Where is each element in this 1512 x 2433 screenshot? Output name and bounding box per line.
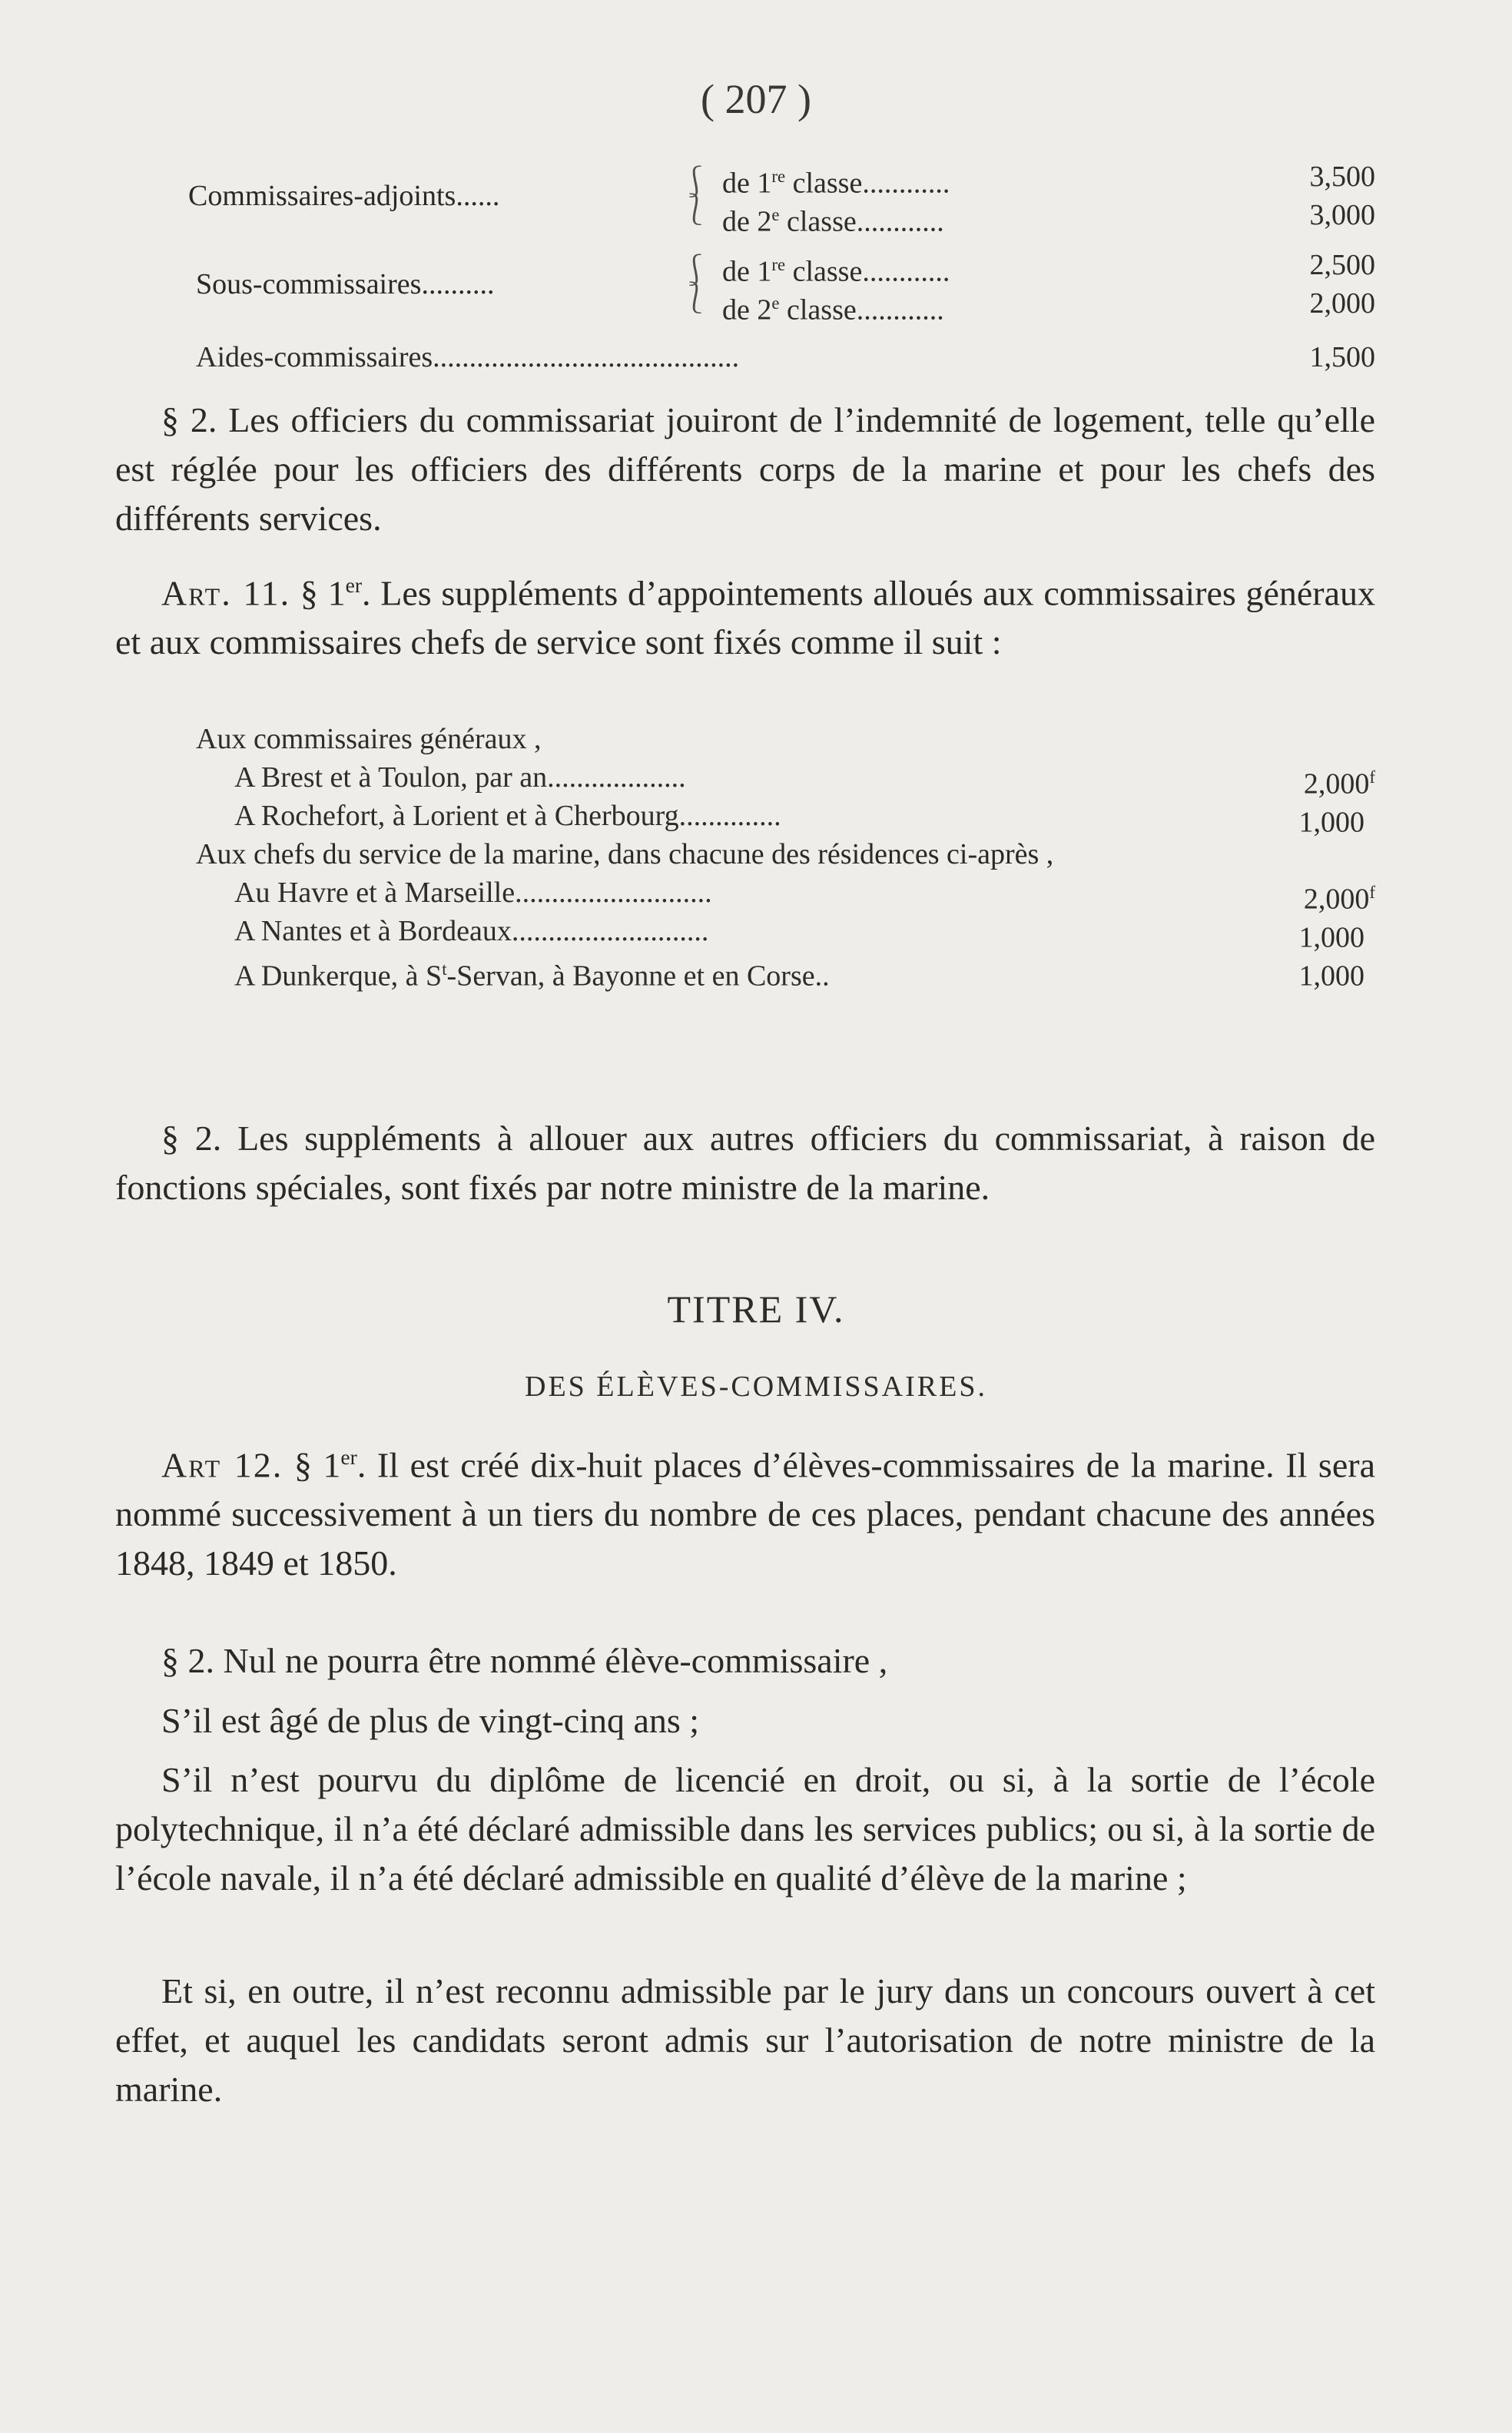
salary-amount: 2,500 [1309,249,1375,281]
supplement-amount: 1,000 [1298,921,1364,954]
salary-group-sous-commissaires: de 1re classe............ 2,500 de 2e classe............ 2,000 Sous-commissaires.......... ⎰ ⎱ [115,246,1375,323]
brace-icon: ⎰ [680,253,711,287]
supplement-row: A Dunkerque, à $S^t$-Servan, à Bayonne et en Corse.. 1,000 [115,950,1375,989]
supplements-table [115,720,1375,993]
section-subtitle: DES ÉLÈVES-COMMISSAIRES. [525,1371,987,1403]
salary-row: de 1re classe............ 3,500 [115,157,1375,196]
salary-group-label: Commissaires-adjoints [188,180,456,212]
salary-group-label: Aides-commissaires [196,341,433,373]
supplement-amount: 1,000 [1298,960,1364,993]
article-12: Art 12. § 1er. Il est créé dix-huit places d’élèves-commissaires de la marine. Il sera nommé successivement à un tiers du nombre de ces places, pendant chacune des années 1848, 1849 et 1850. [115,1445,1375,1583]
salary-group-label: Sous-commissaires [196,268,422,300]
paragraph-condition-age: S’il est âgé de plus de vingt-cinq ans ; [161,1701,700,1740]
brace-icon: ⎱ [680,192,711,227]
supplements-heading: Aux commissaires généraux , [196,723,542,755]
supplement-amount: 2,000$^f$ [1303,883,1375,916]
salary-row-aides: Aides-commissaires.......................................... 1,500 [115,338,1375,376]
supplements-heading: Aux chefs du service de la marine, dans chacune des résidences ci-après , [196,838,1054,870]
salary-amount: 3,500 [1309,161,1375,193]
salary-group-commissaires-adjoints: de 1re classe............ 3,500 de 2e classe............ 3,000 Commissaires-adjoints...... ⎰ ⎱ [115,157,1375,234]
salary-row: de 2e classe............ 3,000 [115,196,1375,234]
supplement-row: A Brest et à Toulon, par an................... 2,000$^f$ [115,758,1375,797]
salary-row: de 2e classe............ 2,000 [115,284,1375,323]
brace-icon: ⎰ [680,164,711,199]
supplement-amount: 2,000$^f$ [1303,767,1375,801]
supplement-amount: 1,000 [1298,806,1364,839]
supplement-row: A Nantes et à Bordeaux........................... 1,000 [115,912,1375,950]
supplement-row: Au Havre et à Marseille........................... 2,000$^f$ [115,873,1375,912]
paragraph-condition-diplome: S’il n’est pourvu du diplôme de licencié en droit, ou si, à la sortie de l’école polytechnique, il n’a été déclaré admissible dans les services publics; ou si, à la sortie de l’école navale, il n’a été déclaré admissible en qualité d’élève de la marine ; [115,1760,1375,1898]
salary-amount: 2,000 [1309,287,1375,320]
salary-amount: 1,500 [1309,341,1375,373]
salary-row: de 1re classe............ 2,500 [115,246,1375,284]
page-number: ( 207 ) [701,76,811,122]
paragraph-condition-jury: Et si, en outre, il n’est reconnu admissible par le jury dans un concours ouvert à cet effet, et auquel les candidats seront admis sur l’autorisation de notre ministre de la marine. [115,1971,1375,2109]
salary-amount: 3,000 [1309,199,1375,231]
section-title: TITRE IV. [667,1288,845,1331]
paragraph-nul-ne-pourra: § 2. Nul ne pourra être nommé élève-commissaire , [161,1641,888,1680]
brace-icon: ⎱ [680,280,711,315]
paragraph-supplements-speciaux: § 2. Les suppléments à allouer aux autres officiers du commissariat, à raison de fonctions spéciales, sont fixés par notre ministre de la marine. [115,1119,1375,1207]
paragraph-indemnite-logement: § 2. Les officiers du commissariat jouiront de l’indemnité de logement, telle qu’elle est réglée pour les officiers des différents corps de la marine et pour les chefs des différents services. [115,400,1375,538]
supplement-row: A Rochefort, à Lorient et à Cherbourg.............. 1,000 [115,797,1375,835]
article-11: Art. 11. § 1er. Les suppléments d’appointements alloués aux commissaires généraux et aux commissaires chefs de service sont fixés comme il suit : [115,573,1376,662]
